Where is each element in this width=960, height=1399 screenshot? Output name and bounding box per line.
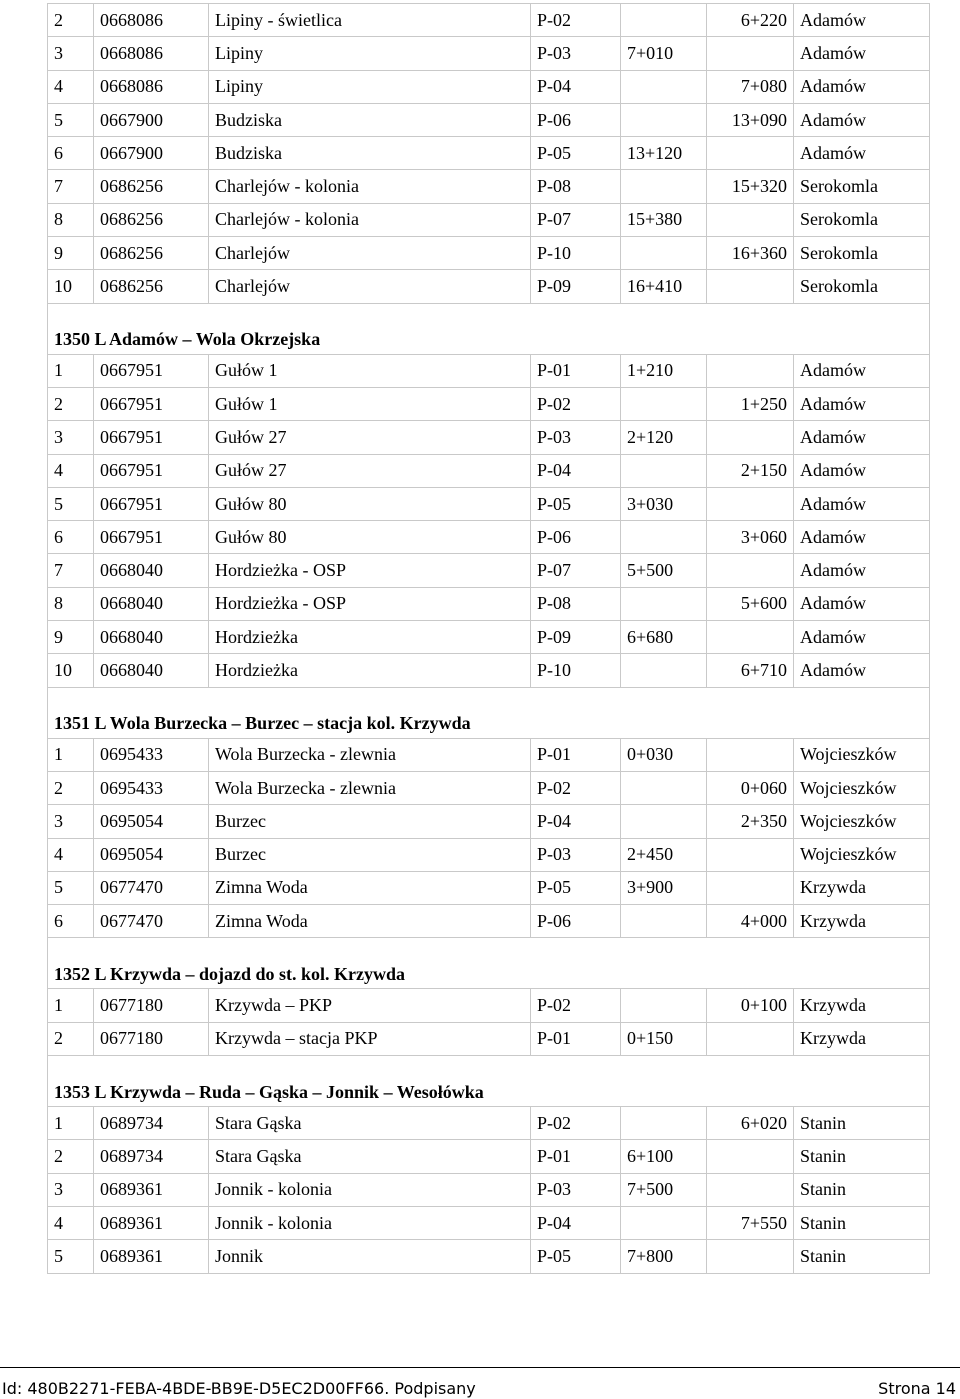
stop-name-cell: Lipiny - świetlica (209, 4, 531, 37)
km-right-cell (707, 554, 794, 587)
stop-id-cell: P-09 (531, 270, 621, 303)
km-right-cell: 6+710 (707, 654, 794, 687)
stop-name-cell: Burzec (209, 805, 531, 838)
stop-code-cell: 0668040 (94, 554, 209, 587)
table-row (48, 137, 930, 170)
km-left-cell: 2+120 (621, 421, 707, 454)
row-number-cell: 9 (48, 621, 94, 654)
row-number-cell: 1 (48, 989, 94, 1022)
table-row (48, 1022, 930, 1055)
row-number-cell: 5 (48, 103, 94, 136)
km-right-cell (707, 137, 794, 170)
road-section-title: 1352 L Krzywda – dojazd do st. kol. Krzywda (48, 960, 930, 989)
km-right-cell: 5+600 (707, 587, 794, 620)
row-number-cell: 4 (48, 1206, 94, 1239)
row-number-cell: 8 (48, 587, 94, 620)
km-right-cell (707, 270, 794, 303)
row-number-cell: 5 (48, 1240, 94, 1273)
stop-code-cell: 0677180 (94, 1022, 209, 1055)
stop-name-cell: Wola Burzecka - zlewnia (209, 771, 531, 804)
stop-code-cell: 0667951 (94, 387, 209, 420)
row-number-cell: 4 (48, 70, 94, 103)
municipality-cell: Wojcieszków (794, 738, 930, 771)
municipality-cell: Wojcieszków (794, 838, 930, 871)
section-spacer (48, 1056, 930, 1079)
km-right-cell (707, 1140, 794, 1173)
stop-name-cell: Wola Burzecka - zlewnia (209, 738, 531, 771)
row-number-cell: 1 (48, 738, 94, 771)
km-left-cell: 13+120 (621, 137, 707, 170)
stop-name-cell: Burzec (209, 838, 531, 871)
row-number-cell: 3 (48, 1173, 94, 1206)
stop-id-cell: P-07 (531, 554, 621, 587)
row-number-cell: 10 (48, 270, 94, 303)
row-number-cell: 7 (48, 554, 94, 587)
stop-id-cell: P-02 (531, 387, 621, 420)
table-row (48, 554, 930, 587)
table-row (48, 421, 930, 454)
km-right-cell (707, 354, 794, 387)
table-row (48, 203, 930, 236)
municipality-cell: Serokomla (794, 237, 930, 270)
row-number-cell: 4 (48, 838, 94, 871)
stop-name-cell: Lipiny (209, 70, 531, 103)
section-spacer (48, 687, 930, 710)
km-left-cell: 6+680 (621, 621, 707, 654)
table-row (48, 621, 930, 654)
stop-name-cell: Charlejów (209, 270, 531, 303)
section-header-row (48, 710, 930, 739)
km-right-cell: 16+360 (707, 237, 794, 270)
km-right-cell (707, 1173, 794, 1206)
stop-code-cell: 0686256 (94, 203, 209, 236)
km-right-cell (707, 1240, 794, 1273)
km-left-cell (621, 805, 707, 838)
section-header-row (48, 326, 930, 355)
section-header-row (48, 960, 930, 989)
km-left-cell: 7+500 (621, 1173, 707, 1206)
km-left-cell: 0+150 (621, 1022, 707, 1055)
km-right-cell (707, 37, 794, 70)
section-spacer (48, 938, 930, 961)
stop-code-cell: 0667951 (94, 454, 209, 487)
stop-code-cell: 0668086 (94, 37, 209, 70)
section-spacer (48, 303, 930, 326)
municipality-cell: Krzywda (794, 871, 930, 904)
km-right-cell: 15+320 (707, 170, 794, 203)
table-row (48, 1240, 930, 1273)
row-number-cell: 1 (48, 354, 94, 387)
stop-name-cell: Hordzieżka (209, 654, 531, 687)
stop-code-cell: 0689734 (94, 1107, 209, 1140)
km-left-cell (621, 454, 707, 487)
stop-code-cell: 0677470 (94, 871, 209, 904)
municipality-cell: Stanin (794, 1206, 930, 1239)
municipality-cell: Stanin (794, 1240, 930, 1273)
km-right-cell: 0+060 (707, 771, 794, 804)
municipality-cell: Serokomla (794, 170, 930, 203)
table-row (48, 354, 930, 387)
stop-name-cell: Hordzieżka - OSP (209, 554, 531, 587)
km-left-cell: 3+900 (621, 871, 707, 904)
stop-code-cell: 0686256 (94, 237, 209, 270)
stop-name-cell: Gułów 27 (209, 454, 531, 487)
row-number-cell: 2 (48, 771, 94, 804)
stop-name-cell: Charlejów - kolonia (209, 203, 531, 236)
km-right-cell (707, 203, 794, 236)
km-left-cell (621, 1206, 707, 1239)
stop-code-cell: 0686256 (94, 270, 209, 303)
municipality-cell: Adamów (794, 37, 930, 70)
stop-code-cell: 0677470 (94, 905, 209, 938)
km-left-cell (621, 170, 707, 203)
stop-code-cell: 0668086 (94, 4, 209, 37)
stop-code-cell: 0695433 (94, 771, 209, 804)
document-page (47, 3, 929, 1274)
municipality-cell: Adamów (794, 454, 930, 487)
municipality-cell: Krzywda (794, 1022, 930, 1055)
table-row (48, 387, 930, 420)
table-row (48, 905, 930, 938)
row-number-cell: 2 (48, 1140, 94, 1173)
row-number-cell: 3 (48, 421, 94, 454)
stop-id-cell: P-05 (531, 137, 621, 170)
stop-id-cell: P-06 (531, 905, 621, 938)
stop-id-cell: P-07 (531, 203, 621, 236)
stop-name-cell: Zimna Woda (209, 871, 531, 904)
road-section-title: 1353 L Krzywda – Ruda – Gąska – Jonnik – Wesołówka (48, 1078, 930, 1107)
row-number-cell: 5 (48, 487, 94, 520)
municipality-cell: Adamów (794, 421, 930, 454)
table-row (48, 771, 930, 804)
km-right-cell (707, 871, 794, 904)
row-number-cell: 5 (48, 871, 94, 904)
km-left-cell (621, 521, 707, 554)
road-section-title: 1351 L Wola Burzecka – Burzec – stacja kol. Krzywda (48, 710, 930, 739)
municipality-cell: Stanin (794, 1173, 930, 1206)
municipality-cell: Adamów (794, 554, 930, 587)
table-row (48, 170, 930, 203)
stop-id-cell: P-01 (531, 738, 621, 771)
table-row (48, 654, 930, 687)
stop-code-cell: 0667951 (94, 521, 209, 554)
km-right-cell: 7+550 (707, 1206, 794, 1239)
stop-name-cell: Krzywda – PKP (209, 989, 531, 1022)
km-left-cell: 7+010 (621, 37, 707, 70)
stop-id-cell: P-01 (531, 1022, 621, 1055)
table-row (48, 1206, 930, 1239)
stop-name-cell: Gułów 1 (209, 354, 531, 387)
km-right-cell (707, 487, 794, 520)
document-id-text: Id: 480B2271-FEBA-4BDE-BB9E-D5EC2D00FF66. Podpisany (2, 1379, 476, 1398)
km-left-cell: 16+410 (621, 270, 707, 303)
row-number-cell: 4 (48, 454, 94, 487)
stop-id-cell: P-08 (531, 587, 621, 620)
km-right-cell (707, 838, 794, 871)
municipality-cell: Adamów (794, 587, 930, 620)
km-left-cell: 0+030 (621, 738, 707, 771)
municipality-cell: Krzywda (794, 989, 930, 1022)
stop-code-cell: 0667951 (94, 487, 209, 520)
km-left-cell: 2+450 (621, 838, 707, 871)
municipality-cell: Adamów (794, 354, 930, 387)
stop-name-cell: Gułów 1 (209, 387, 531, 420)
row-number-cell: 7 (48, 170, 94, 203)
stop-id-cell: P-08 (531, 170, 621, 203)
km-left-cell (621, 237, 707, 270)
km-left-cell (621, 771, 707, 804)
stop-id-cell: P-04 (531, 70, 621, 103)
municipality-cell: Serokomla (794, 203, 930, 236)
km-left-cell: 6+100 (621, 1140, 707, 1173)
stop-code-cell: 0695433 (94, 738, 209, 771)
stop-id-cell: P-10 (531, 654, 621, 687)
stop-code-cell: 0668086 (94, 70, 209, 103)
table-row (48, 70, 930, 103)
stop-name-cell: Jonnik - kolonia (209, 1206, 531, 1239)
km-left-cell: 3+030 (621, 487, 707, 520)
table-row (48, 1173, 930, 1206)
stop-code-cell: 0695054 (94, 805, 209, 838)
stop-id-cell: P-03 (531, 1173, 621, 1206)
stop-id-cell: P-02 (531, 4, 621, 37)
road-section-title: 1350 L Adamów – Wola Okrzejska (48, 326, 930, 355)
km-left-cell (621, 1107, 707, 1140)
stop-id-cell: P-02 (531, 771, 621, 804)
municipality-cell: Adamów (794, 103, 930, 136)
km-right-cell (707, 738, 794, 771)
km-right-cell (707, 421, 794, 454)
stop-id-cell: P-02 (531, 1107, 621, 1140)
table-row (48, 37, 930, 70)
km-right-cell (707, 621, 794, 654)
stop-id-cell: P-04 (531, 805, 621, 838)
stop-name-cell: Charlejów (209, 237, 531, 270)
stop-id-cell: P-06 (531, 103, 621, 136)
table-row (48, 454, 930, 487)
stop-id-cell: P-02 (531, 989, 621, 1022)
table-row (48, 1107, 930, 1140)
row-number-cell: 1 (48, 1107, 94, 1140)
km-left-cell: 5+500 (621, 554, 707, 587)
stop-id-cell: P-05 (531, 487, 621, 520)
stop-name-cell: Stara Gąska (209, 1140, 531, 1173)
stop-id-cell: P-04 (531, 454, 621, 487)
stop-name-cell: Budziska (209, 103, 531, 136)
stop-code-cell: 0677180 (94, 989, 209, 1022)
stop-name-cell: Lipiny (209, 37, 531, 70)
stop-id-cell: P-03 (531, 838, 621, 871)
stop-id-cell: P-01 (531, 1140, 621, 1173)
row-number-cell: 10 (48, 654, 94, 687)
stop-name-cell: Gułów 27 (209, 421, 531, 454)
stop-name-cell: Krzywda – stacja PKP (209, 1022, 531, 1055)
km-left-cell (621, 387, 707, 420)
municipality-cell: Stanin (794, 1140, 930, 1173)
stop-id-cell: P-10 (531, 237, 621, 270)
km-right-cell: 0+100 (707, 989, 794, 1022)
bus-stops-table (47, 3, 930, 1274)
stop-name-cell: Charlejów - kolonia (209, 170, 531, 203)
stop-code-cell: 0667951 (94, 421, 209, 454)
stop-code-cell: 0668040 (94, 654, 209, 687)
stop-id-cell: P-03 (531, 37, 621, 70)
row-number-cell: 6 (48, 137, 94, 170)
stop-code-cell: 0668040 (94, 587, 209, 620)
municipality-cell: Wojcieszków (794, 805, 930, 838)
km-left-cell (621, 4, 707, 37)
page-footer (0, 1367, 960, 1399)
km-left-cell: 7+800 (621, 1240, 707, 1273)
page-number: Strona 14 (878, 1379, 956, 1398)
stop-name-cell: Jonnik - kolonia (209, 1173, 531, 1206)
stop-id-cell: P-06 (531, 521, 621, 554)
stop-code-cell: 0667900 (94, 137, 209, 170)
stop-id-cell: P-03 (531, 421, 621, 454)
row-number-cell: 8 (48, 203, 94, 236)
km-left-cell (621, 989, 707, 1022)
km-right-cell: 4+000 (707, 905, 794, 938)
km-right-cell: 1+250 (707, 387, 794, 420)
municipality-cell: Adamów (794, 621, 930, 654)
stop-code-cell: 0667900 (94, 103, 209, 136)
km-right-cell (707, 1022, 794, 1055)
stop-id-cell: P-05 (531, 871, 621, 904)
municipality-cell: Adamów (794, 387, 930, 420)
table-row (48, 521, 930, 554)
row-number-cell: 2 (48, 387, 94, 420)
municipality-cell: Stanin (794, 1107, 930, 1140)
km-left-cell (621, 70, 707, 103)
municipality-cell: Adamów (794, 70, 930, 103)
municipality-cell: Krzywda (794, 905, 930, 938)
stop-name-cell: Jonnik (209, 1240, 531, 1273)
stop-name-cell: Zimna Woda (209, 905, 531, 938)
municipality-cell: Adamów (794, 654, 930, 687)
km-right-cell: 7+080 (707, 70, 794, 103)
km-right-cell: 6+020 (707, 1107, 794, 1140)
municipality-cell: Adamów (794, 4, 930, 37)
table-row (48, 738, 930, 771)
stop-name-cell: Hordzieżka (209, 621, 531, 654)
section-header-row (48, 1078, 930, 1107)
row-number-cell: 6 (48, 521, 94, 554)
table-row (48, 487, 930, 520)
km-left-cell (621, 103, 707, 136)
municipality-cell: Adamów (794, 137, 930, 170)
stop-code-cell: 0695054 (94, 838, 209, 871)
row-number-cell: 2 (48, 1022, 94, 1055)
table-row (48, 103, 930, 136)
stop-id-cell: P-09 (531, 621, 621, 654)
stop-name-cell: Stara Gąska (209, 1107, 531, 1140)
km-left-cell (621, 654, 707, 687)
km-right-cell: 13+090 (707, 103, 794, 136)
municipality-cell: Wojcieszków (794, 771, 930, 804)
stop-code-cell: 0689361 (94, 1240, 209, 1273)
municipality-cell: Adamów (794, 487, 930, 520)
municipality-cell: Serokomla (794, 270, 930, 303)
stop-name-cell: Gułów 80 (209, 487, 531, 520)
table-row (48, 989, 930, 1022)
stop-code-cell: 0686256 (94, 170, 209, 203)
municipality-cell: Adamów (794, 521, 930, 554)
km-left-cell: 15+380 (621, 203, 707, 236)
stop-code-cell: 0689361 (94, 1173, 209, 1206)
stop-code-cell: 0689734 (94, 1140, 209, 1173)
stop-code-cell: 0689361 (94, 1206, 209, 1239)
row-number-cell: 9 (48, 237, 94, 270)
stop-code-cell: 0668040 (94, 621, 209, 654)
km-right-cell: 2+150 (707, 454, 794, 487)
stop-id-cell: P-01 (531, 354, 621, 387)
table-row (48, 237, 930, 270)
km-right-cell: 2+350 (707, 805, 794, 838)
table-row (48, 805, 930, 838)
table-row (48, 270, 930, 303)
stop-name-cell: Budziska (209, 137, 531, 170)
stop-id-cell: P-04 (531, 1206, 621, 1239)
row-number-cell: 3 (48, 37, 94, 70)
table-row (48, 587, 930, 620)
stop-name-cell: Gułów 80 (209, 521, 531, 554)
table-row (48, 1140, 930, 1173)
row-number-cell: 2 (48, 4, 94, 37)
km-left-cell (621, 905, 707, 938)
km-right-cell: 6+220 (707, 4, 794, 37)
table-row (48, 4, 930, 37)
stop-id-cell: P-05 (531, 1240, 621, 1273)
stop-name-cell: Hordzieżka - OSP (209, 587, 531, 620)
table-row (48, 838, 930, 871)
row-number-cell: 3 (48, 805, 94, 838)
stop-code-cell: 0667951 (94, 354, 209, 387)
km-right-cell: 3+060 (707, 521, 794, 554)
row-number-cell: 6 (48, 905, 94, 938)
table-row (48, 871, 930, 904)
km-left-cell: 1+210 (621, 354, 707, 387)
km-left-cell (621, 587, 707, 620)
